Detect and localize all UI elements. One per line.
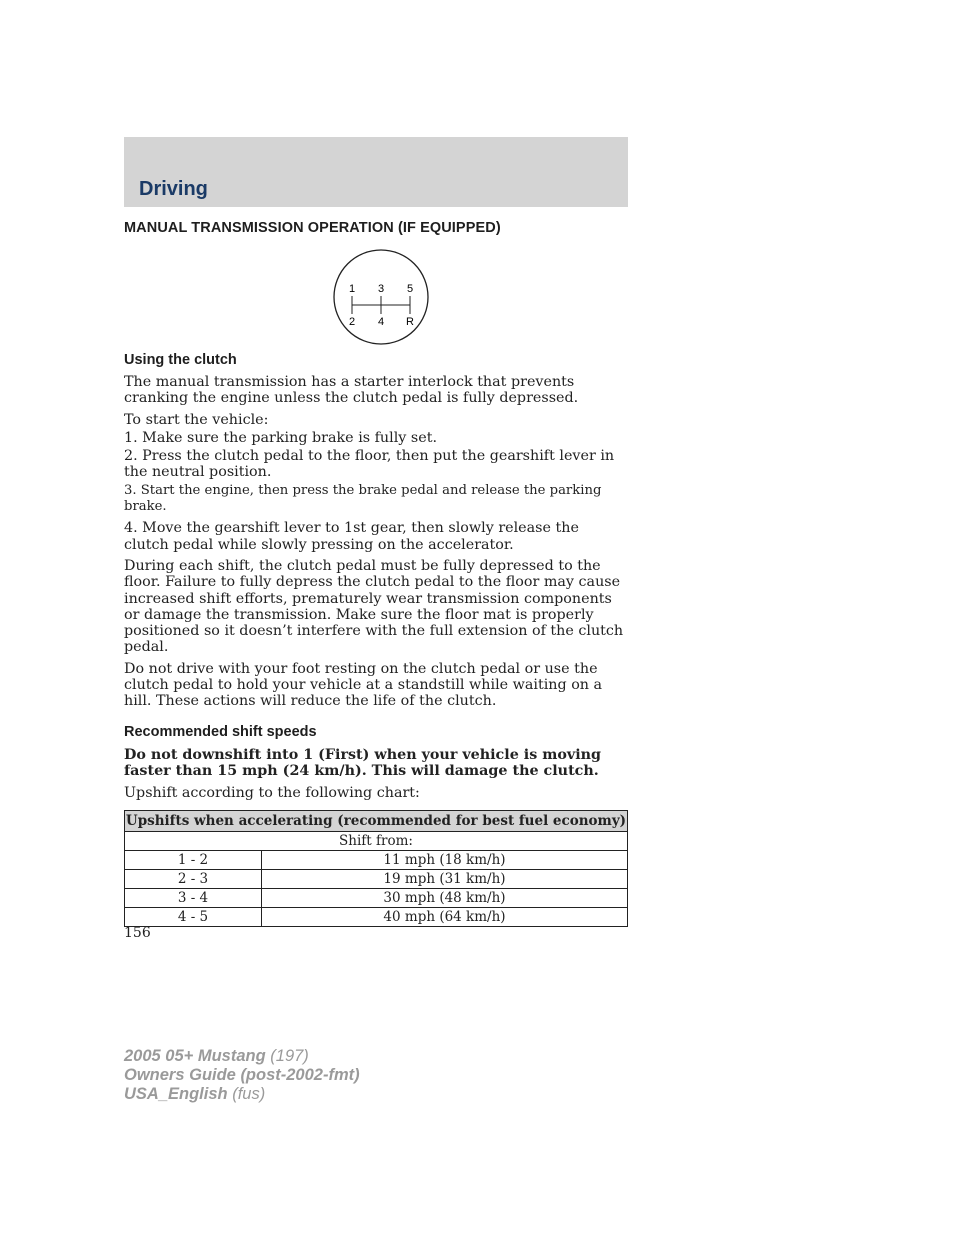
speed-cell: 11 mph (18 km/h) [262, 850, 628, 869]
footer-guide: Owners Guide (post-2002-fmt) [124, 1066, 360, 1084]
step-4: 4. Move the gearshift lever to 1st gear, then slowly release the clutch pedal while slowly pressing on the accelerator. [124, 520, 579, 553]
speed-cell: 40 mph (64 km/h) [262, 907, 628, 926]
gear-label-5: 5 [406, 283, 414, 295]
start-label: To start the vehicle: [124, 411, 269, 428]
page-number: 156 [124, 925, 151, 941]
section-title: MANUAL TRANSMISSION OPERATION (IF EQUIPPED) [124, 220, 501, 236]
table-row [125, 850, 628, 869]
gear-cell: 1 - 2 [125, 850, 262, 869]
table-subheader: Shift from: [125, 831, 628, 850]
downshift-warning: Do not downshift into 1 (First) when your vehicle is moving faster than 15 mph (24 km/h). This will damage the clutch. [124, 746, 602, 779]
table-row [125, 907, 628, 926]
table-header: Upshifts when accelerating (recommended for best fuel economy) [125, 810, 628, 831]
gear-cell: 4 - 5 [125, 907, 262, 926]
clutch-heading: Using the clutch [124, 352, 237, 368]
upshift-intro: Upshift according to the following chart: [124, 785, 420, 802]
clutch-intro: The manual transmission has a starter interlock that prevents cranking the engine unless the clutch pedal is fully depressed. [124, 374, 579, 407]
shift-speeds-heading: Recommended shift speeds [124, 723, 317, 740]
footer-model: 2005 05+ Mustang [124, 1047, 266, 1065]
gear-label-3: 3 [377, 283, 385, 295]
table-row [125, 869, 628, 888]
gear-cell: 3 - 4 [125, 888, 262, 907]
page-content [124, 220, 628, 927]
speed-cell: 19 mph (31 km/h) [262, 869, 628, 888]
step-3: 3. Start the engine, then press the brake pedal and release the parking brake. [124, 482, 602, 515]
footer-model-code: (197) [265, 1047, 309, 1065]
shift-paragraph: During each shift, the clutch pedal must be fully depressed to the floor. Failure to fully depress the clutch pedal to the floor may cause increased shift efforts, prematurely wear transmission components or damage the transmission. Make sure the floor mat is properly positioned so it doesn’t interfere with the full extension of the clutch pedal. [124, 557, 624, 656]
footer-language: USA_English [124, 1085, 228, 1103]
table-row [125, 888, 628, 907]
footer-language-code: (fus) [227, 1085, 266, 1103]
speed-cell: 30 mph (48 km/h) [262, 888, 628, 907]
section-header-band [124, 137, 628, 207]
gear-label-2: 2 [348, 316, 356, 328]
gear-cell: 2 - 3 [125, 869, 262, 888]
gear-label-reverse: R [406, 316, 414, 328]
chapter-title: Driving [139, 178, 208, 200]
step-2: 2. Press the clutch pedal to the floor, then put the gearshift lever in the neutral position. [124, 448, 615, 481]
gear-shift-pattern-icon [332, 248, 430, 346]
foot-rest-paragraph: Do not drive with your foot resting on the clutch pedal or use the clutch pedal to hold your vehicle at a standstill while waiting on a hill. These actions will reduce the life of the clutch. [124, 660, 603, 710]
gear-pattern-diagram [124, 248, 628, 346]
gear-label-4: 4 [377, 316, 385, 328]
document-footer [124, 1047, 360, 1104]
upshift-table [124, 810, 628, 927]
step-1: 1. Make sure the parking brake is fully set. [124, 429, 437, 446]
gear-label-1: 1 [348, 283, 356, 295]
